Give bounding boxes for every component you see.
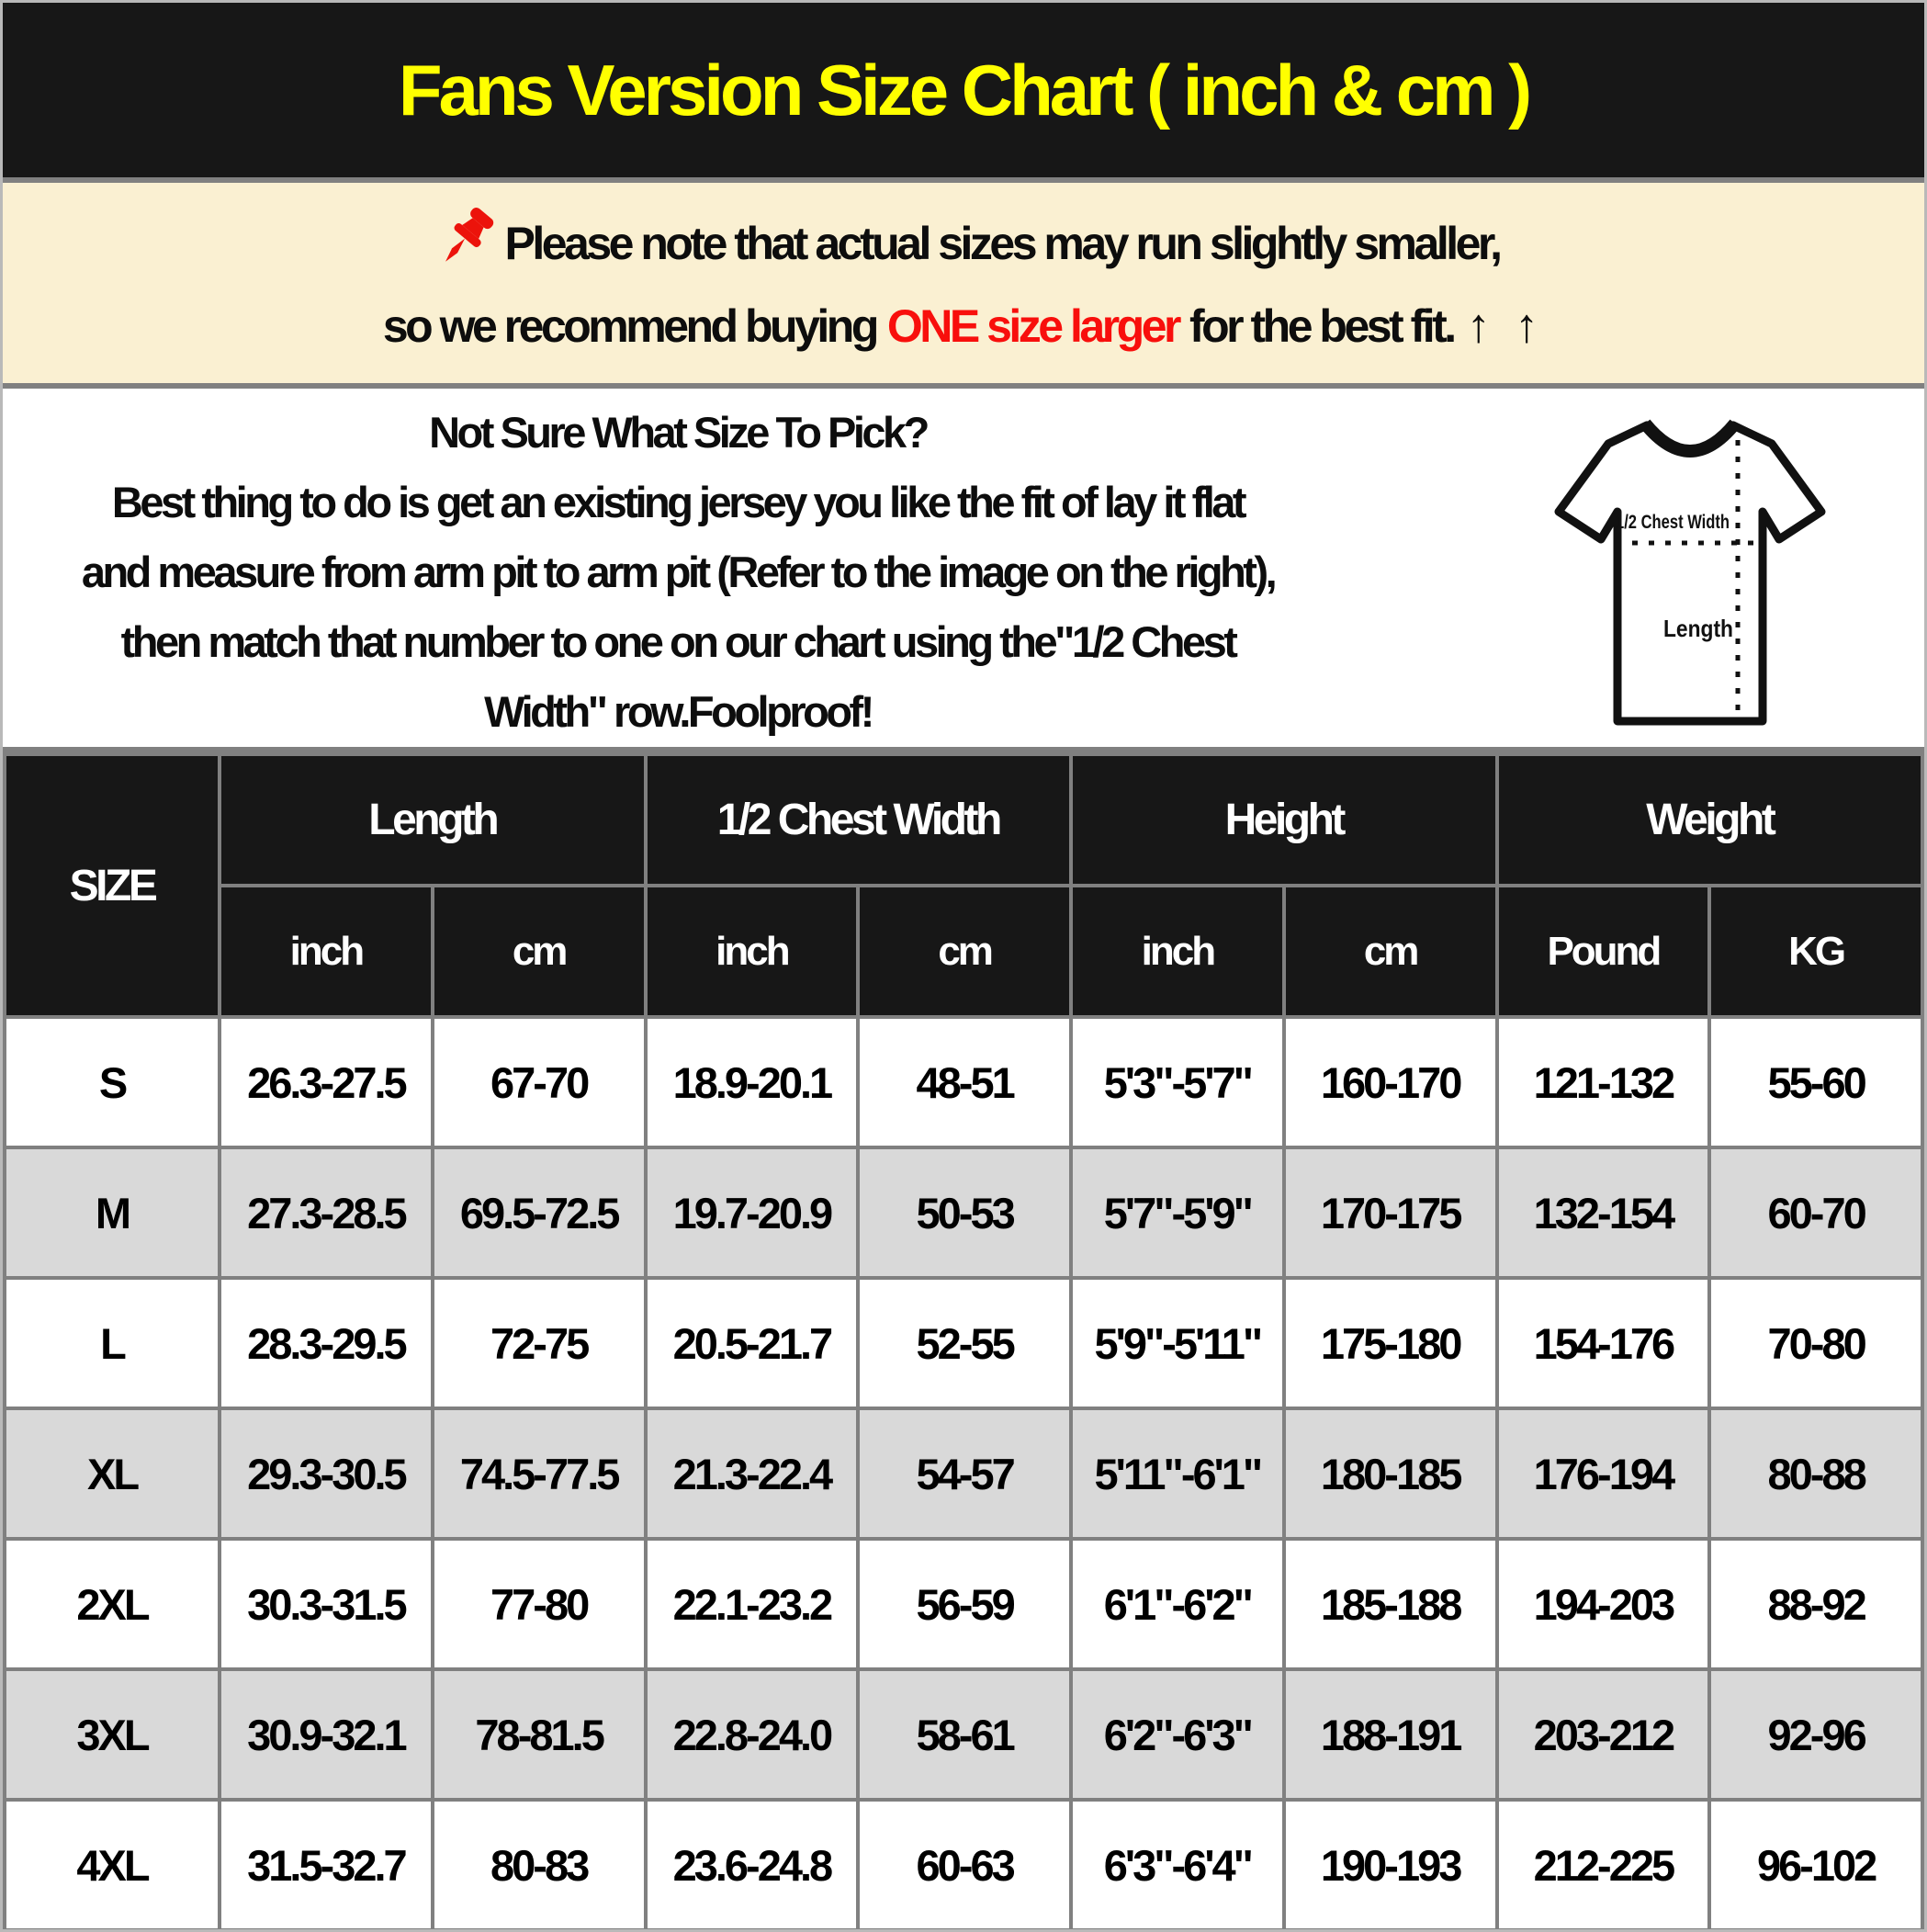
up-arrows-icon: ↑ ↑ <box>1466 299 1545 353</box>
table-row-4xl <box>5 1800 1922 1930</box>
value-cell: 180-185 <box>1284 1408 1497 1539</box>
value-cell: 60-70 <box>1709 1147 1922 1278</box>
value-cell: 23.6-24.8 <box>646 1800 859 1930</box>
value-cell: 80-88 <box>1709 1408 1922 1539</box>
value-cell: 121-132 <box>1497 1017 1710 1147</box>
value-cell: 5'7"-5'9" <box>1071 1147 1284 1278</box>
notice-line-2 <box>383 299 1544 354</box>
one-size-larger-highlight: ONE size larger <box>886 300 1178 352</box>
chest-width-label: 1/2 Chest Width <box>1616 512 1730 533</box>
value-cell: 203-212 <box>1497 1669 1710 1800</box>
value-cell: 30.3-31.5 <box>220 1539 433 1669</box>
size-table <box>3 752 1924 1932</box>
subheader-chest-inch: inch <box>646 886 859 1017</box>
value-cell: 54-57 <box>858 1408 1071 1539</box>
value-cell: 60-63 <box>858 1800 1071 1930</box>
value-cell: 50-53 <box>858 1147 1071 1278</box>
value-cell: 30.9-32.1 <box>220 1669 433 1800</box>
size-table-container <box>3 752 1924 1932</box>
value-cell: 132-154 <box>1497 1147 1710 1278</box>
notice-text-2b: for the best fit. <box>1189 300 1454 352</box>
notice-line-1 <box>427 212 1499 275</box>
value-cell: 88-92 <box>1709 1539 1922 1669</box>
value-cell: 176-194 <box>1497 1408 1710 1539</box>
value-cell: 185-188 <box>1284 1539 1497 1669</box>
guide-text-block <box>3 389 1353 747</box>
value-cell: 58-61 <box>858 1669 1071 1800</box>
value-cell: 52-55 <box>858 1278 1071 1408</box>
value-cell: 29.3-30.5 <box>220 1408 433 1539</box>
page-title: Fans Version Size Chart ( inch & cm ) <box>398 49 1529 130</box>
value-cell: 188-191 <box>1284 1669 1497 1800</box>
size-cell: XL <box>5 1408 220 1539</box>
size-cell: L <box>5 1278 220 1408</box>
notice-text-2a: so we recommend buying <box>382 300 876 352</box>
value-cell: 74.5-77.5 <box>433 1408 646 1539</box>
table-row-3xl <box>5 1669 1922 1800</box>
value-cell: 72-75 <box>433 1278 646 1408</box>
notice-banner <box>3 183 1924 383</box>
notice-text-1: Please note that actual sizes may run slightly smaller, <box>504 218 1500 269</box>
guide-heading: Not Sure What Size To Pick? <box>429 408 927 457</box>
table-row-s <box>5 1017 1922 1147</box>
value-cell: 21.3-22.4 <box>646 1408 859 1539</box>
size-cell: S <box>5 1017 220 1147</box>
size-column-header: SIZE <box>5 754 220 1017</box>
subheader-length-cm: cm <box>433 886 646 1017</box>
value-cell: 6'3"-6'4" <box>1071 1800 1284 1930</box>
value-cell: 154-176 <box>1497 1278 1710 1408</box>
value-cell: 18.9-20.1 <box>646 1017 859 1147</box>
size-cell: M <box>5 1147 220 1278</box>
value-cell: 5'11"-6'1" <box>1071 1408 1284 1539</box>
value-cell: 69.5-72.5 <box>433 1147 646 1278</box>
value-cell: 6'1"-6'2" <box>1071 1539 1284 1669</box>
size-cell: 4XL <box>5 1800 220 1930</box>
tshirt-outline <box>1559 425 1821 721</box>
value-cell: 212-225 <box>1497 1800 1710 1930</box>
value-cell: 92-96 <box>1709 1669 1922 1800</box>
value-cell: 160-170 <box>1284 1017 1497 1147</box>
value-cell: 19.7-20.9 <box>646 1147 859 1278</box>
value-cell: 5'3"-5'7" <box>1071 1017 1284 1147</box>
value-cell: 26.3-27.5 <box>220 1017 433 1147</box>
value-cell: 96-102 <box>1709 1800 1922 1930</box>
value-cell: 80-83 <box>433 1800 646 1930</box>
guide-line: Best thing to do is get an existing jersey you like the fit of lay it flat <box>111 478 1245 526</box>
value-cell: 27.3-28.5 <box>220 1147 433 1278</box>
table-row-l <box>5 1278 1922 1408</box>
tshirt-diagram <box>1548 418 1832 740</box>
guide-line: Width" row.Foolproof! <box>484 687 872 736</box>
value-cell: 22.8-24.0 <box>646 1669 859 1800</box>
guide-section <box>3 389 1924 747</box>
chest-width-group-header: 1/2 Chest Width <box>646 754 1072 886</box>
table-row-2xl <box>5 1539 1922 1669</box>
subheader-weight-pound: Pound <box>1497 886 1710 1017</box>
title-bar <box>3 3 1924 177</box>
subheader-weight-kg: KG <box>1709 886 1922 1017</box>
value-cell: 70-80 <box>1709 1278 1922 1408</box>
pushpin-icon <box>427 203 499 275</box>
length-label: Length <box>1663 615 1733 642</box>
value-cell: 48-51 <box>858 1017 1071 1147</box>
length-group-header: Length <box>220 754 646 886</box>
value-cell: 22.1-23.2 <box>646 1539 859 1669</box>
weight-group-header: Weight <box>1497 754 1923 886</box>
value-cell: 78-81.5 <box>433 1669 646 1800</box>
size-cell: 3XL <box>5 1669 220 1800</box>
height-group-header: Height <box>1071 754 1497 886</box>
value-cell: 5'9"-5'11" <box>1071 1278 1284 1408</box>
value-cell: 194-203 <box>1497 1539 1710 1669</box>
subheader-height-inch: inch <box>1071 886 1284 1017</box>
table-row-xl <box>5 1408 1922 1539</box>
guide-line: and measure from arm pit to arm pit (Refer to the image on the right), <box>81 548 1275 596</box>
size-cell: 2XL <box>5 1539 220 1669</box>
subheader-height-cm: cm <box>1284 886 1497 1017</box>
value-cell: 56-59 <box>858 1539 1071 1669</box>
value-cell: 31.5-32.7 <box>220 1800 433 1930</box>
value-cell: 170-175 <box>1284 1147 1497 1278</box>
value-cell: 190-193 <box>1284 1800 1497 1930</box>
tshirt-icon <box>1548 418 1832 735</box>
value-cell: 6'2"-6'3" <box>1071 1669 1284 1800</box>
value-cell: 67-70 <box>433 1017 646 1147</box>
subheader-length-inch: inch <box>220 886 433 1017</box>
value-cell: 20.5-21.7 <box>646 1278 859 1408</box>
value-cell: 55-60 <box>1709 1017 1922 1147</box>
value-cell: 175-180 <box>1284 1278 1497 1408</box>
table-row-m <box>5 1147 1922 1278</box>
value-cell: 28.3-29.5 <box>220 1278 433 1408</box>
value-cell: 77-80 <box>433 1539 646 1669</box>
guide-line: then match that number to one on our chart using the"1/2 Chest <box>120 617 1235 666</box>
subheader-chest-cm: cm <box>858 886 1071 1017</box>
